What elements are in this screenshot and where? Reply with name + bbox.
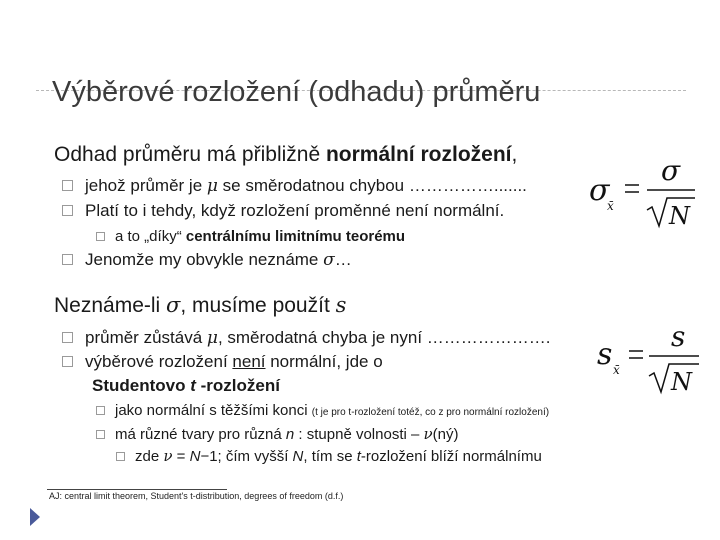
formula1-lhs: σ (589, 173, 610, 208)
bullet-icon (96, 232, 105, 241)
item-note: (t je pro t-rozložení totéž, co z pro normální rozložení) (311, 407, 550, 418)
formula2-sub: x̄ (613, 363, 620, 377)
section1-heading-bold: normální rozložení (325, 143, 512, 166)
formula1-denominator: N (669, 202, 690, 230)
item-bold-text: Studentovo (92, 376, 191, 395)
bullet-icon (96, 430, 105, 439)
bullet-icon (116, 452, 125, 461)
item-text: , tím se (303, 448, 357, 465)
nu-symbol: ν (163, 447, 173, 465)
formula2-numerator: s (671, 320, 686, 353)
item-text: výběrové rozložení (85, 352, 233, 371)
item-text: zde (135, 448, 164, 465)
list-item (96, 402, 549, 419)
t-variable: t (190, 376, 196, 395)
formula1-numerator: σ (661, 154, 681, 187)
item-text: průměr zůstává (85, 328, 207, 347)
list-item (96, 425, 458, 443)
mu-symbol: μ (206, 176, 218, 196)
formula-standard-error-sigma (585, 152, 705, 232)
item-text: se směrodatnou chybou ……………....... (217, 176, 527, 195)
item-text: normální, jde o (265, 352, 383, 371)
item-text: (ný) (432, 426, 459, 443)
list-item (62, 328, 551, 348)
item-text: jehož průměr je (85, 176, 207, 195)
bullet-icon (62, 356, 73, 367)
list-item-continuation (92, 376, 280, 396)
section2-heading-text: Neznáme-li (54, 294, 167, 317)
list-item (116, 447, 542, 465)
item-text: = (172, 448, 190, 465)
formula1-sub: x̄ (607, 199, 614, 213)
section2-heading (54, 293, 346, 318)
item-text: Platí to i tehdy, když rozložení proměnné není normální. (85, 201, 505, 220)
bullet-icon (96, 406, 105, 415)
item-text: jako normální s těžšími konci (115, 402, 312, 419)
bullet-icon (62, 205, 73, 216)
list-item (96, 228, 405, 245)
item-text: a to „díky“ (115, 228, 186, 245)
list-item (62, 352, 383, 372)
s-variable: s (335, 293, 347, 317)
item-bold-text: centrálnímu limitnímu teorému (185, 228, 406, 245)
item-underline-text: není (232, 352, 266, 371)
footnote: AJ: central limit theorem, Student's t-distribution, degrees of freedom (d.f.) (49, 491, 344, 501)
item-text: Jenomže my obvykle neznáme (85, 250, 324, 269)
item-text: … (334, 250, 352, 269)
mu-symbol: μ (206, 328, 218, 348)
item-text: : stupně volnosti – (294, 426, 424, 443)
sigma-symbol: σ (323, 250, 335, 270)
formula-standard-error-s (593, 318, 708, 398)
n-variable: n (285, 426, 295, 443)
item-text: má různé tvary pro různá (115, 426, 286, 443)
list-item (62, 176, 527, 196)
section1-heading-suffix: , (511, 143, 518, 166)
section2-heading-text: , musíme použít (180, 294, 336, 317)
footnote-divider (47, 489, 227, 490)
item-text: −1; čím vyšší (200, 448, 293, 465)
item-text: , směrodatná chyba je nyní …………………. (217, 328, 551, 347)
N-variable: N (189, 448, 201, 465)
formula2-denominator: N (671, 368, 692, 396)
bullet-icon (62, 254, 73, 265)
slide-title: Výběrové rozložení (odhadu) průměru (52, 76, 541, 108)
next-slide-arrow-icon[interactable] (30, 508, 40, 526)
list-item (62, 250, 352, 270)
formula2-lhs: s (597, 337, 613, 372)
item-bold-text: -rozložení (195, 376, 280, 395)
t-variable: t (356, 448, 361, 465)
N-variable: N (292, 448, 304, 465)
sigma-symbol: σ (166, 293, 181, 317)
item-text: -rozložení blíží normálnímu (360, 448, 542, 465)
bullet-icon (62, 180, 73, 191)
list-item (62, 201, 504, 221)
nu-symbol: ν (423, 425, 433, 443)
section1-heading-text: Odhad průměru má přibližně (54, 143, 326, 166)
bullet-icon (62, 332, 73, 343)
section1-heading (54, 143, 517, 167)
